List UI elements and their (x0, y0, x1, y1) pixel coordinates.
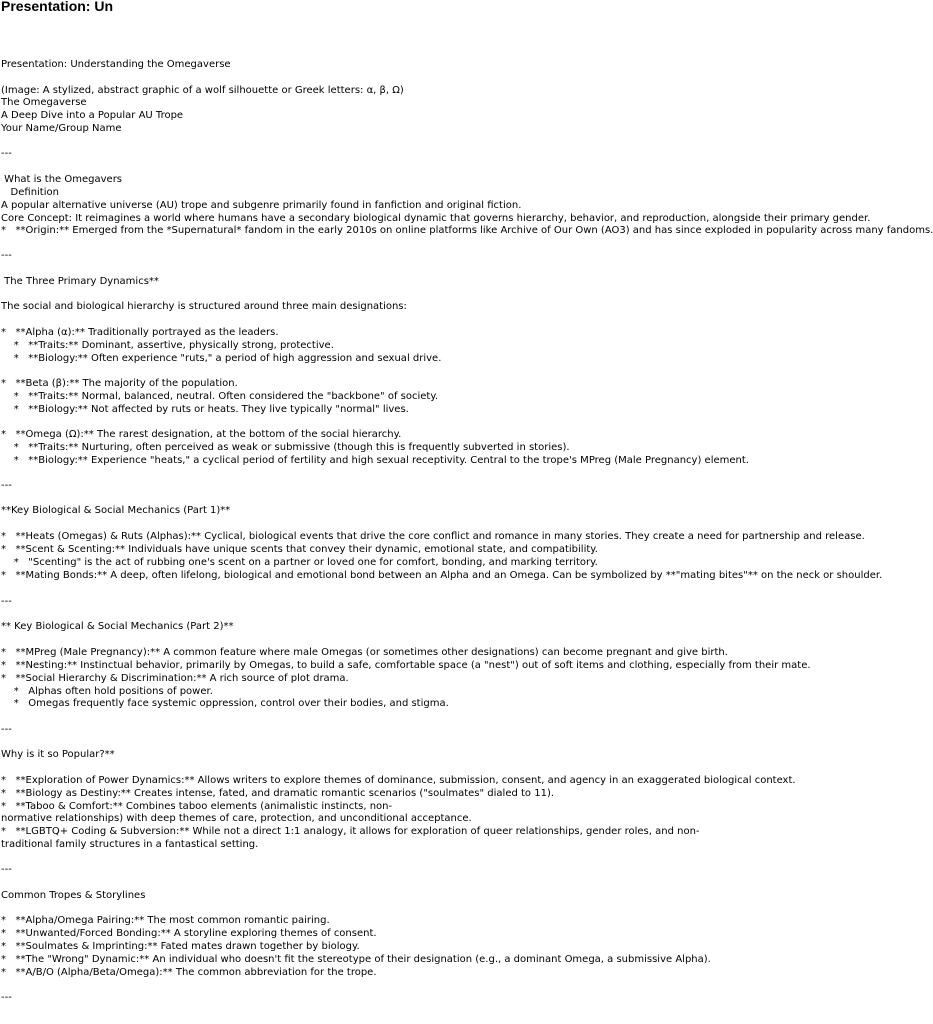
document-line: * **Origin:** Emerged from the *Supernatural* fandom in the early 2010s on online platforms like Archive of Our Own (AO3) and has since exploded in popularity across many fandoms. (1, 225, 933, 236)
document-line: * **Biology as Destiny:** Creates intense, fated, and dramatic romantic scenarios ("soulmates" dialed to 11). (1, 788, 555, 799)
document-line: * **Unwanted/Forced Bonding:** A storyline exploring themes of consent. (1, 928, 377, 939)
document-line: * **Traits:** Normal, balanced, neutral. Often considered the "backbone" of society. (1, 391, 438, 402)
document-line: * "Scenting" is the act of rubbing one's scent on a partner or loved one for comfort, bonding, and marking territory. (1, 557, 598, 568)
document-line: (Image: A stylized, abstract graphic of a wolf silhouette or Greek letters: α, β, Ω) (1, 85, 404, 96)
document-line: * **A/B/O (Alpha/Beta/Omega):** The common abbreviation for the trope. (1, 967, 377, 978)
section-divider: --- (1, 596, 12, 607)
document-line: * **Omega (Ω):** The rarest designation, at the bottom of the social hierarchy. (1, 429, 402, 440)
document-body (1, 0, 933, 1024)
document-line: * **The "Wrong" Dynamic:** An individual who doesn't fit the stereotype of their designation (e.g., a dominant Omega, a submissive Alpha). (1, 954, 711, 965)
document-line: * **Biology:** Experience "heats," a cyclical period of fertility and high sexual receptivity. Central to the trope's MPreg (Male Pregnancy) element. (1, 455, 749, 466)
document-line: Common Tropes & Storylines (1, 890, 146, 901)
document-line: * **Scent & Scenting:** Individuals have unique scents that convey their dynamic, emotional state, and compatibility. (1, 544, 598, 555)
section-divider: --- (1, 992, 12, 1003)
section-divider: --- (1, 480, 12, 491)
document-line: traditional family structures in a fantastical setting. (1, 839, 259, 850)
document-line: A popular alternative universe (AU) trope and subgenre primarily found in fanfiction and original fiction. (1, 200, 522, 211)
document-line: * **Taboo & Comfort:** Combines taboo elements (animalistic instincts, non- (1, 801, 393, 812)
section-divider: --- (1, 148, 12, 159)
document-line: **Key Biological & Social Mechanics (Part 1)** (1, 505, 231, 516)
document-title: Presentation: Un (1, 0, 114, 14)
document-line: normative relationships) with deep themes of care, protection, and unconditional acceptance. (1, 813, 472, 824)
document-line: What is the Omegavers (1, 174, 123, 185)
document-line: * **Traits:** Dominant, assertive, physically strong, protective. (1, 340, 334, 351)
document-line: The Three Primary Dynamics** (1, 276, 159, 287)
document-line: The Omegaverse (1, 97, 87, 108)
document-line: Why is it so Popular?** (1, 749, 115, 760)
document-line: Definition (1, 187, 59, 198)
document-line: * **Traits:** Nurturing, often perceived as weak or submissive (though this is frequently subverted in stories). (1, 442, 570, 453)
document-line: * **Alpha/Omega Pairing:** The most common romantic pairing. (1, 915, 330, 926)
document-line: * **Social Hierarchy & Discrimination:** A rich source of plot drama. (1, 673, 349, 684)
document-line: Your Name/Group Name (1, 123, 122, 134)
document-line: * **Alpha (α):** Traditionally portrayed as the leaders. (1, 327, 279, 338)
document-line: * **Beta (β):** The majority of the population. (1, 378, 238, 389)
document-line: The social and biological hierarchy is structured around three main designations: (1, 301, 407, 312)
document-line: Presentation: Understanding the Omegaverse (1, 59, 231, 70)
document-line: * **LGBTQ+ Coding & Subversion:** While not a direct 1:1 analogy, it allows for exploration of queer relationships, gender roles, and non- (1, 826, 700, 837)
section-divider: --- (1, 864, 12, 875)
document-line: * **Exploration of Power Dynamics:** Allows writers to explore themes of dominance, submission, consent, and agency in an exaggerated biological context. (1, 775, 796, 786)
section-divider: --- (1, 250, 12, 261)
document-line: Core Concept: It reimagines a world where humans have a secondary biological dynamic that governs hierarchy, behavior, and reproduction, alongside their primary gender. (1, 213, 871, 224)
document-line: * **Biology:** Not affected by ruts or heats. They live typically "normal" lives. (1, 404, 409, 415)
document-line: * **Soulmates & Imprinting:** Fated mates drawn together by biology. (1, 941, 360, 952)
document-line: * **Mating Bonds:** A deep, often lifelong, biological and emotional bond between an Alpha and an Omega. Can be symbolized by **"mating bites"** on the neck or shoulder. (1, 570, 883, 581)
document-line: * Alphas often hold positions of power. (1, 686, 213, 697)
document-line: ** Key Biological & Social Mechanics (Part 2)** (1, 621, 234, 632)
document-line: * **Biology:** Often experience "ruts," a period of high aggression and sexual drive. (1, 353, 442, 364)
section-divider: --- (1, 724, 12, 735)
document-line: * **Heats (Omegas) & Ruts (Alphas):** Cyclical, biological events that drive the core conflict and romance in many stories. They create a need for partnership and release. (1, 531, 865, 542)
document-line: * **MPreg (Male Pregnancy):** A common feature where male Omegas (or sometimes other designations) can become pregnant and give birth. (1, 647, 728, 658)
document-line: A Deep Dive into a Popular AU Trope (1, 110, 184, 121)
document-line: * **Nesting:** Instinctual behavior, primarily by Omegas, to build a safe, comfortable space (a "nest") out of soft items and clothing, especially from their mate. (1, 660, 811, 671)
document-line: * Omegas frequently face systemic oppression, control over their bodies, and stigma. (1, 698, 449, 709)
